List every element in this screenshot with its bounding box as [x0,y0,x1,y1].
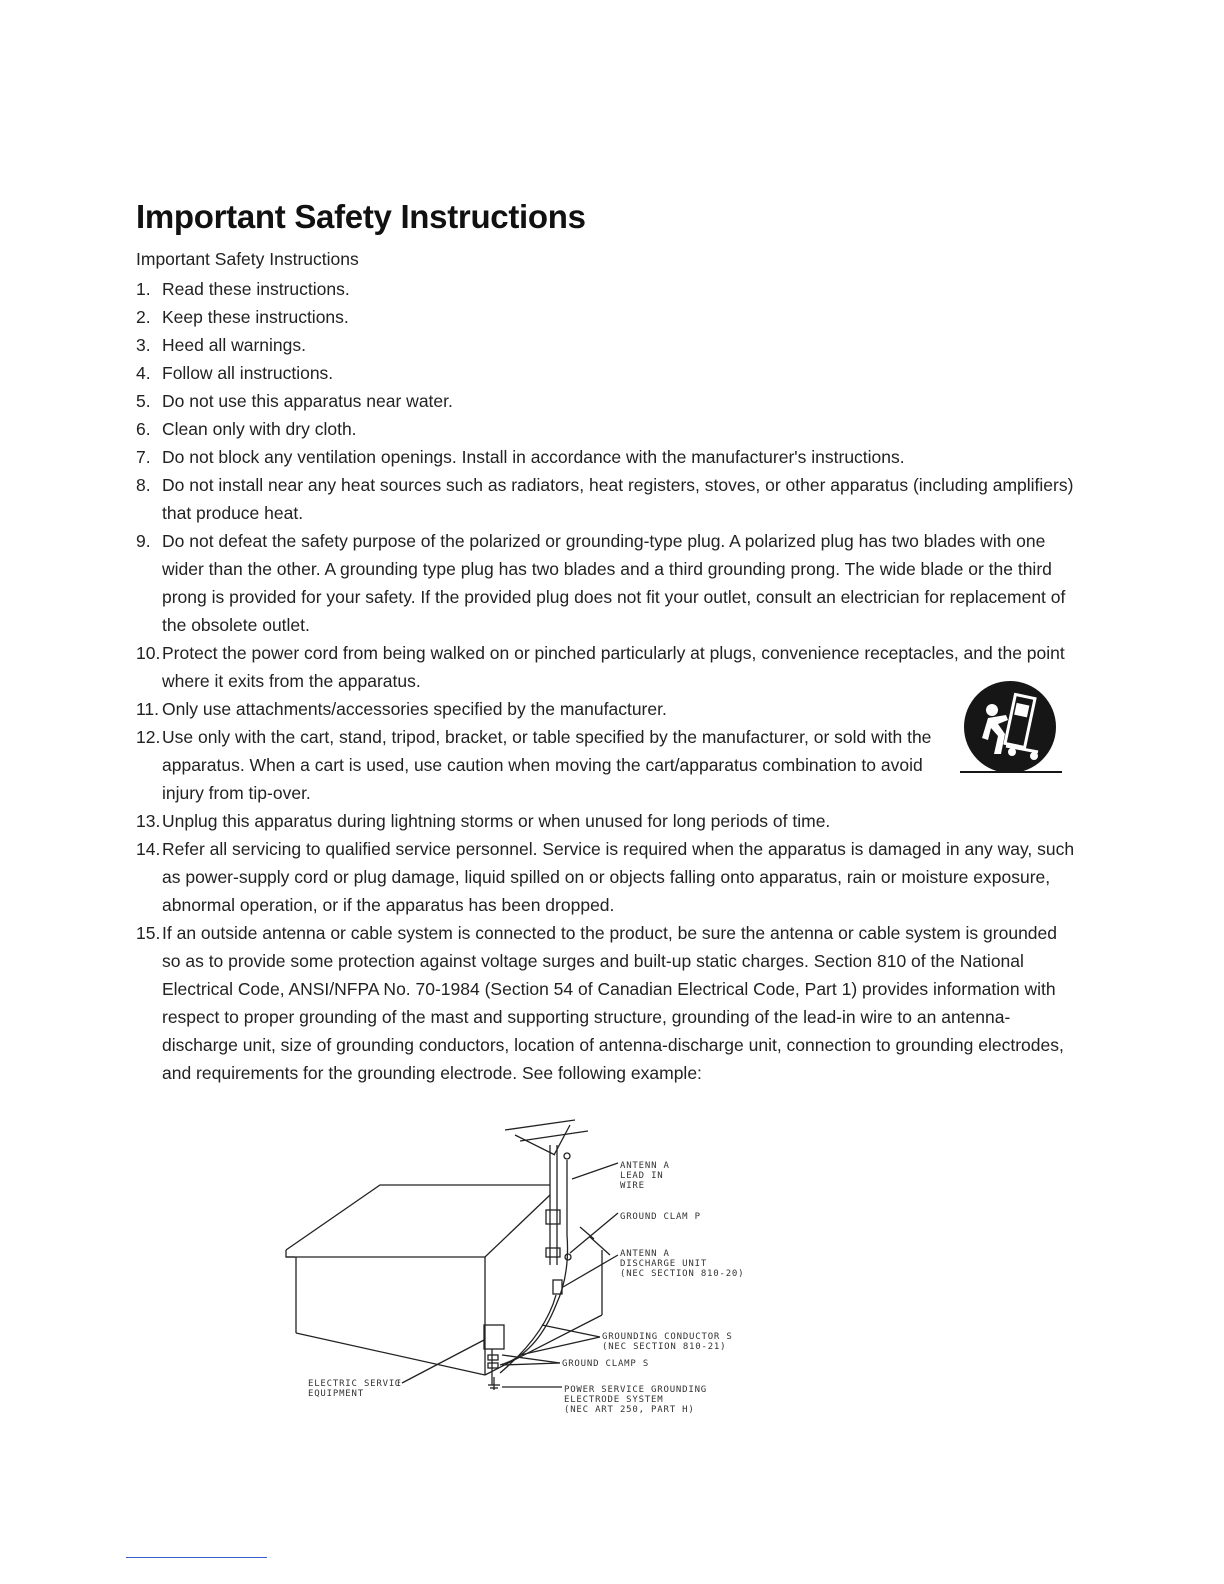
instruction-number: 12. [136,727,161,747]
svg-text:GROUND CLAMP S [562,1359,649,1369]
instruction-item [136,835,1076,919]
svg-text:GROUNDING CONDUCTOR S [602,1332,733,1342]
label-antenna-lead-in-3: WIRE [620,1181,645,1191]
label-power-grounding-3: (NEC ART 250, PART H) [564,1405,695,1415]
instruction-number: 14. [136,839,161,859]
instruction-item [136,387,1076,415]
instruction-text: Heed all warnings. [162,335,306,355]
page-title: Important Safety Instructions [136,198,586,235]
label-ground-clamp: GROUND CLAM P [620,1212,701,1222]
instruction-item [136,527,1076,639]
instruction-item [136,639,1076,695]
diagram-labels [308,1161,744,1415]
instruction-item [136,443,1076,471]
instruction-number: 13. [136,811,161,831]
instruction-number: 11. [136,699,160,719]
instruction-text: Do not defeat the safety purpose of the polarized or grounding-type plug. A polarized plug has two blades with one wider than the other. A grounding type plug has two blades and a third grounding prong. The wide blade or the third prong is provided for your safety. If the provided plug does not fit your outlet, consult an electrician for replacement of the obsolete outlet. [162,531,1066,635]
label-discharge-unit-2: DISCHARGE UNIT [620,1259,708,1269]
instruction-number: 4. [136,363,151,383]
instruction-text: Unplug this apparatus during lightning storms or when unused for long periods of time. [162,811,831,831]
cart-tip-over-warning-icon [958,680,1064,780]
svg-text:ANTENN A [620,1249,670,1259]
instruction-list [136,275,1076,1087]
svg-text:WIRE [620,1181,645,1191]
label-antenna-lead-in-2: LEAD IN [620,1171,664,1181]
instruction-number: 8. [136,475,151,495]
label-ground-clamps: GROUND CLAMP S [562,1359,650,1369]
instruction-number: 7. [136,447,151,467]
label-grounding-conductors-1: GROUNDING CONDUCTOR S [602,1332,733,1342]
instruction-item [136,919,1076,1087]
antenna-boom [505,1120,575,1130]
footer-rule [126,1557,267,1558]
instruction-number: 1. [136,279,151,299]
instruction-number: 9. [136,531,151,551]
label-antenna-lead-in-1: ANTENN A [620,1161,670,1171]
instruction-number: 10. [136,643,161,663]
instruction-item [136,723,1076,807]
instruction-item [136,471,1076,527]
instruction-item [136,303,1076,331]
instruction-text: If an outside antenna or cable system is connected to the product, be sure the antenna or cable system is grounded so as to provide some protection against voltage surges and built-up static charges. Section 810 of the National Electrical Code, ANSI/NFPA No. 70-1984 (Section 54 of Canadian Electrical Code, Part 1) provides information with respect to proper grounding of the mast and supporting structure, grounding of the lead-in wire to an antenna-discharge unit, size of grounding conductors, location of antenna-discharge unit, connection to grounding electrodes, and requirements for the grounding electrode. See following example: [162,923,1064,1083]
antenna-grounding-diagram [280,1115,750,1425]
instruction-number: 15. [136,923,161,943]
label-discharge-unit-3: (NEC SECTION 810-20) [620,1269,745,1279]
instruction-text: Follow all instructions. [162,363,334,383]
svg-text:ELECTRODE SYSTEM [564,1395,664,1405]
instruction-text: Protect the power cord from being walked on or pinched particularly at plugs, convenience receptacles, and the point where it exits from the apparatus. [162,643,1065,691]
svg-text:EQUIPMENT [308,1389,364,1399]
instruction-number: 5. [136,391,151,411]
label-power-grounding-1: POWER SERVICE GROUNDING [564,1385,708,1395]
instruction-item [136,359,1076,387]
label-electric-service-2: EQUIPMENT [308,1389,364,1399]
instruction-text: Do not use this apparatus near water. [162,391,453,411]
svg-text:(NEC ART 250, PART H) [564,1405,695,1415]
instruction-number: 3. [136,335,151,355]
instruction-item [136,415,1076,443]
svg-text:GROUND CLAM P [620,1212,701,1222]
instruction-item [136,275,1076,303]
instruction-text: Do not install near any heat sources such as radiators, heat registers, stoves, or other apparatus (including amplifiers) that produce heat. [162,475,1074,523]
instruction-text: Only use attachments/accessories specified by the manufacturer. [162,699,667,719]
instruction-text: Clean only with dry cloth. [162,419,357,439]
svg-text:POWER SERVICE GROUNDING [564,1385,707,1395]
instruction-number: 2. [136,307,151,327]
svg-text:(NEC SECTION 810-21) [602,1342,726,1352]
label-grounding-conductors-2: (NEC SECTION 810-21) [602,1342,727,1352]
instruction-text: Do not block any ventilation openings. Install in accordance with the manufacturer's instructions. [162,447,905,467]
instruction-text: Keep these instructions. [162,307,349,327]
svg-text:DISCHARGE UNIT [620,1259,707,1269]
svg-text:LEAD IN [620,1171,664,1181]
label-power-grounding-2: ELECTRODE SYSTEM [564,1395,664,1405]
instruction-number: 6. [136,419,151,439]
svg-text:ANTENN A [620,1161,670,1171]
instruction-text: Read these instructions. [162,279,350,299]
instruction-item [136,331,1076,359]
label-discharge-unit-1: ANTENN A [620,1249,670,1259]
page-subtitle: Important Safety Instructions [136,249,359,269]
instruction-item [136,695,1076,723]
antenna-element [520,1131,588,1141]
svg-text:ELECTRIC SERVIŒ [308,1379,401,1389]
instruction-text: Refer all servicing to qualified service personnel. Service is required when the apparatus is damaged in any way, such as power-supply cord or plug damage, liquid spilled on or objects falling onto apparatus, rain or moisture exposure, abnormal operation, or if the apparatus has been dropped. [162,839,1075,915]
instruction-item [136,807,1076,835]
label-electric-service-1: ELECTRIC SERVIŒ [308,1379,402,1389]
instruction-text: Use only with the cart, stand, tripod, bracket, or table specified by the manufacturer, or sold with the apparatus. When a cart is used, use caution when moving the cart/apparatus combination to avoid injury from tip-over. [162,727,932,803]
svg-text:(NEC SECTION 810-20) [620,1269,744,1279]
